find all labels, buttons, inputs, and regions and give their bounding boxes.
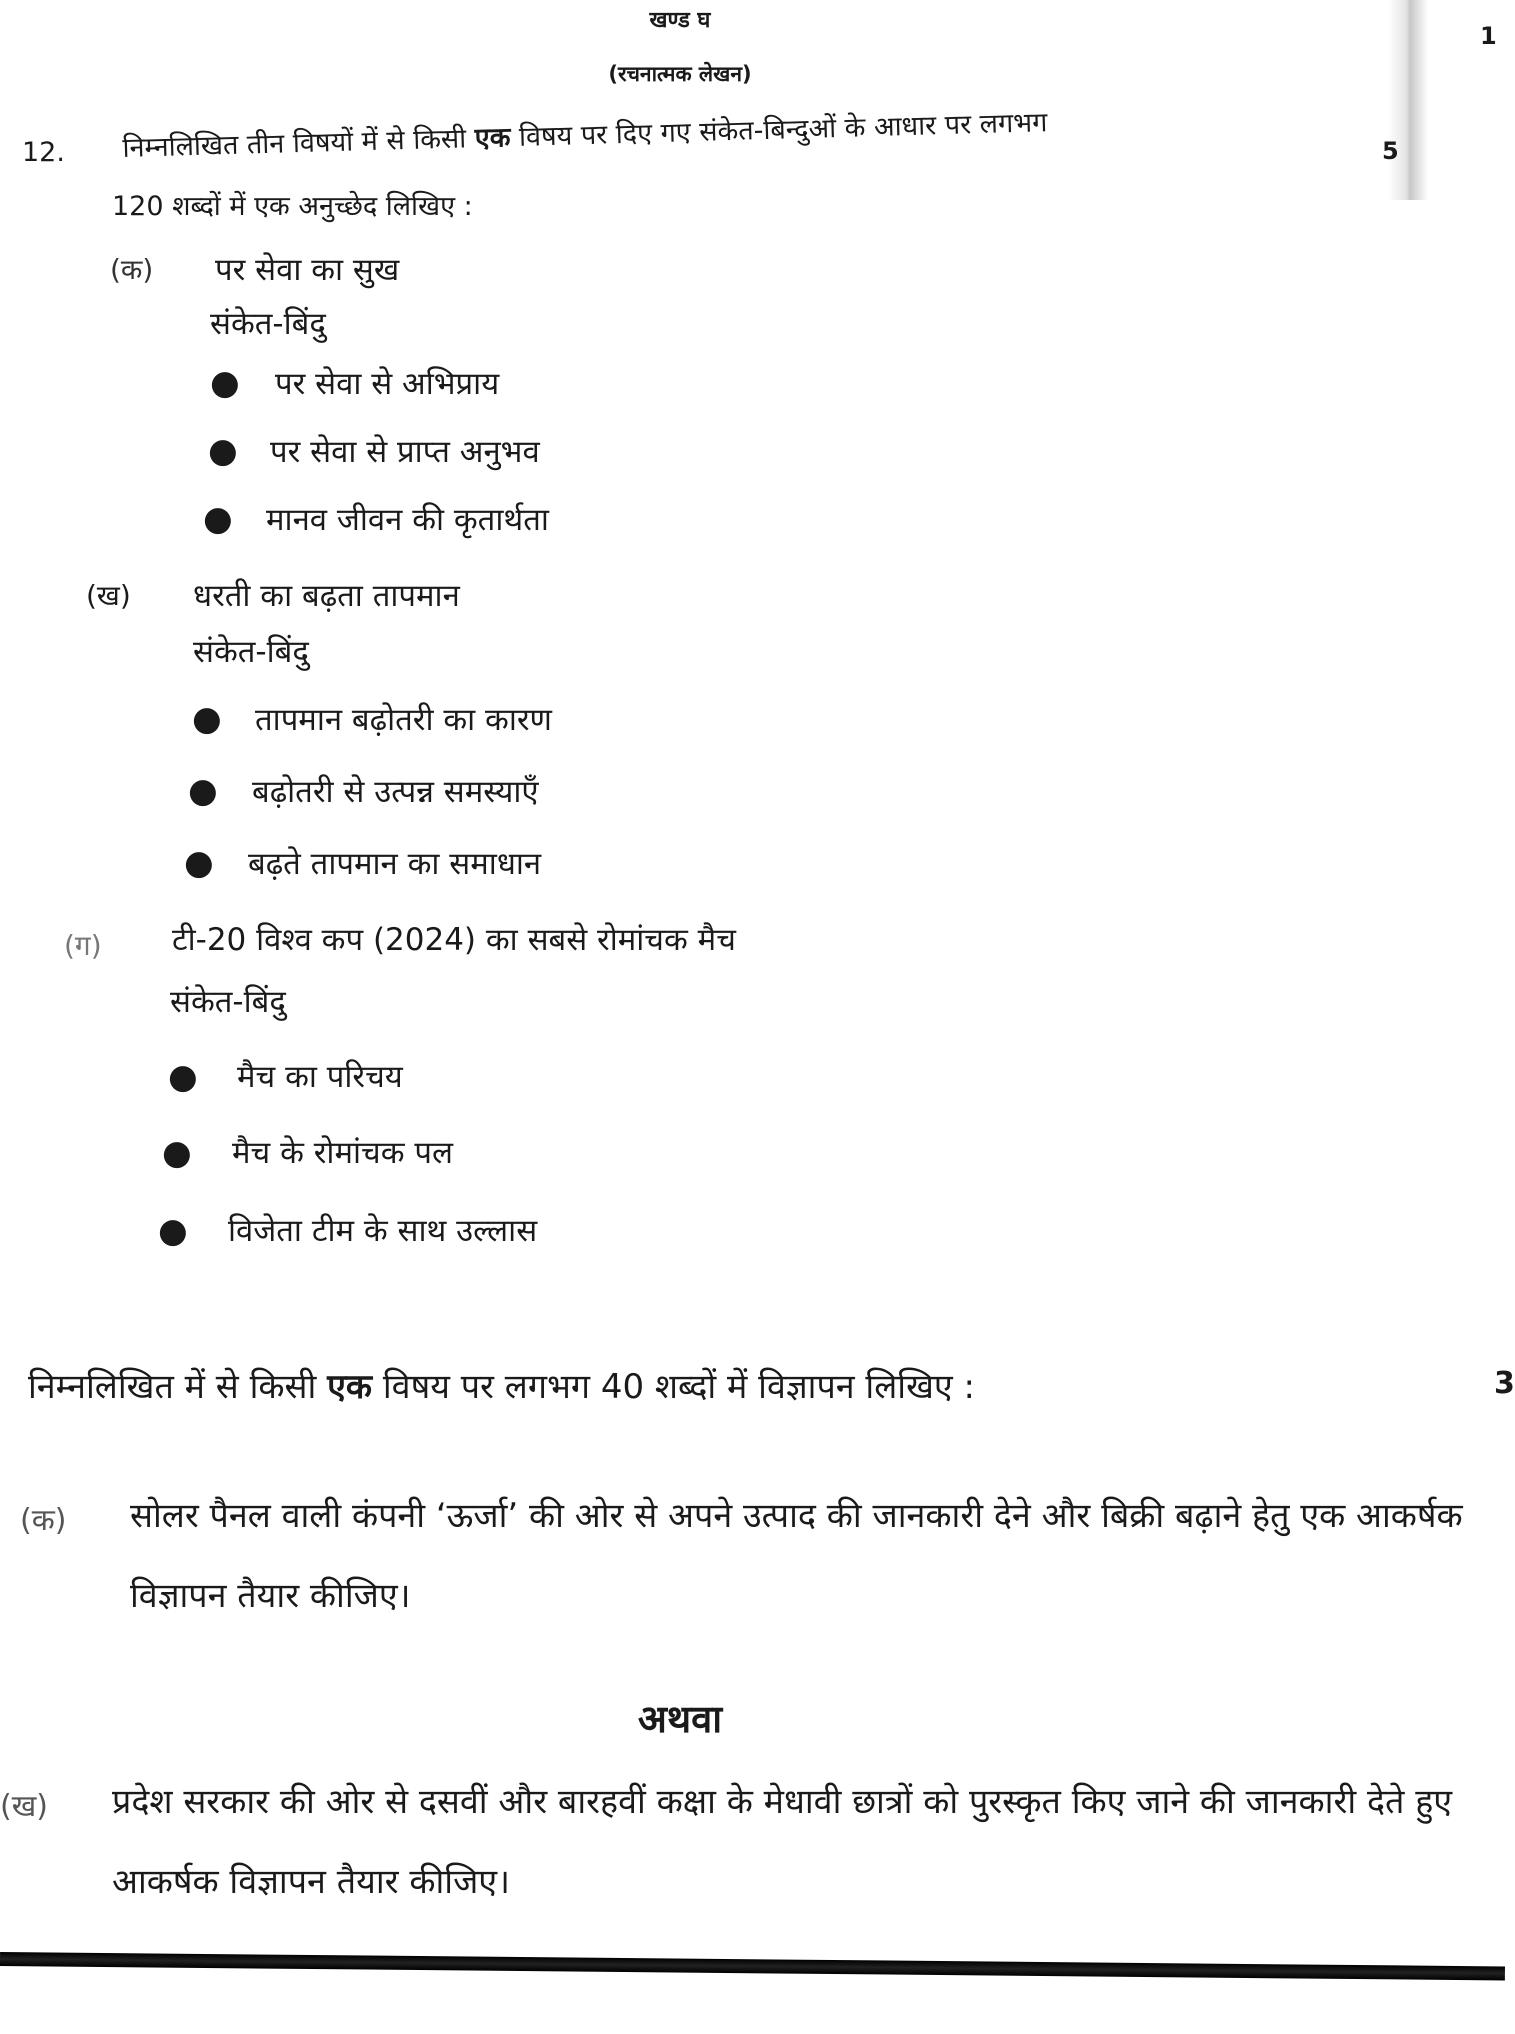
question-12-line-2: 120 शब्दों में एक अनुच्छेद लिखिए : [112,191,473,222]
option-a-text: सोलर पैनल वाली कंपनी ‘ऊर्जा’ की ओर से अपने उत्पाद की जानकारी देने और बिक्री बढ़ाने हेतु एक आकर्षक विज्ञापन तैयार कीजिए। [130,1496,1463,1616]
hint-point: बढ़ते तापमान का समाधान [248,846,542,882]
bullet-icon: ● [158,1211,188,1251]
option-label: (क) [110,253,154,286]
question-13-prompt: निम्नलिखित में से किसी एक विषय पर लगभग 40 शब्दों में विज्ञापन लिखिए : [28,1367,975,1407]
hint-point: विजेता टीम के साथ उल्लास [228,1213,538,1249]
hint-heading: संकेत-बिंदु [193,634,309,670]
or-separator: अथवा [637,1697,723,1741]
hint-point: तापमान बढ़ोतरी का कारण [255,702,552,738]
hint-point: पर सेवा से प्राप्त अनुभव [270,434,540,470]
bullet-icon: ● [208,431,238,471]
bullet-icon: ● [184,843,214,883]
bullet-icon: ● [192,699,222,739]
hint-point: मैच के रोमांचक पल [232,1135,453,1171]
option-title: धरती का बढ़ता तापमान [193,578,460,614]
question-12-line-1: निम्नलिखित तीन विषयों में से किसी एक विषय पर दिए गए संकेत-बिन्दुओं के आधार पर लगभग [122,107,1048,164]
hint-point: बढ़ोतरी से उत्पन्न समस्याएँ [252,774,539,810]
question-number: 12. [22,137,65,168]
option-title: पर सेवा का सुख [215,252,400,288]
bullet-icon: ● [162,1133,192,1173]
page-fold-shadow [1388,0,1428,200]
option-label: (ख) [86,579,131,612]
bullet-icon: ● [168,1057,198,1097]
hint-heading: संकेत-बिंदु [170,984,286,1020]
option-b-text: प्रदेश सरकार की ओर से दसवीं और बारहवीं कक्षा के मेधावी छात्रों को पुरस्कृत किए जाने की जानकारी देते हुए आकर्षक विज्ञापन तैयार कीजिए। [112,1782,1453,1902]
page-number: 1 [1480,22,1497,50]
option-title: टी-20 विश्व कप (2024) का सबसे रोमांचक मैच [172,922,736,958]
option-label: (क) [20,1503,67,1538]
option-label: (ख) [0,1789,48,1824]
question-13-marks: 3 [1494,1366,1515,1401]
page-bottom-rule [0,1952,1505,1980]
bullet-icon: ● [188,771,218,811]
question-12-marks: 5 [1382,137,1399,165]
hint-heading: संकेत-बिंदु [210,306,326,342]
bullet-icon: ● [203,499,233,539]
bullet-icon: ● [210,363,240,403]
section-title: खण्ड घ [649,8,711,33]
option-label: (ग) [64,929,102,962]
hint-point: मानव जीवन की कृतार्थता [266,502,549,538]
section-subtitle: (रचनात्मक लेखन) [608,62,752,86]
hint-point: मैच का परिचय [237,1059,403,1095]
hint-point: पर सेवा से अभिप्राय [275,366,500,402]
